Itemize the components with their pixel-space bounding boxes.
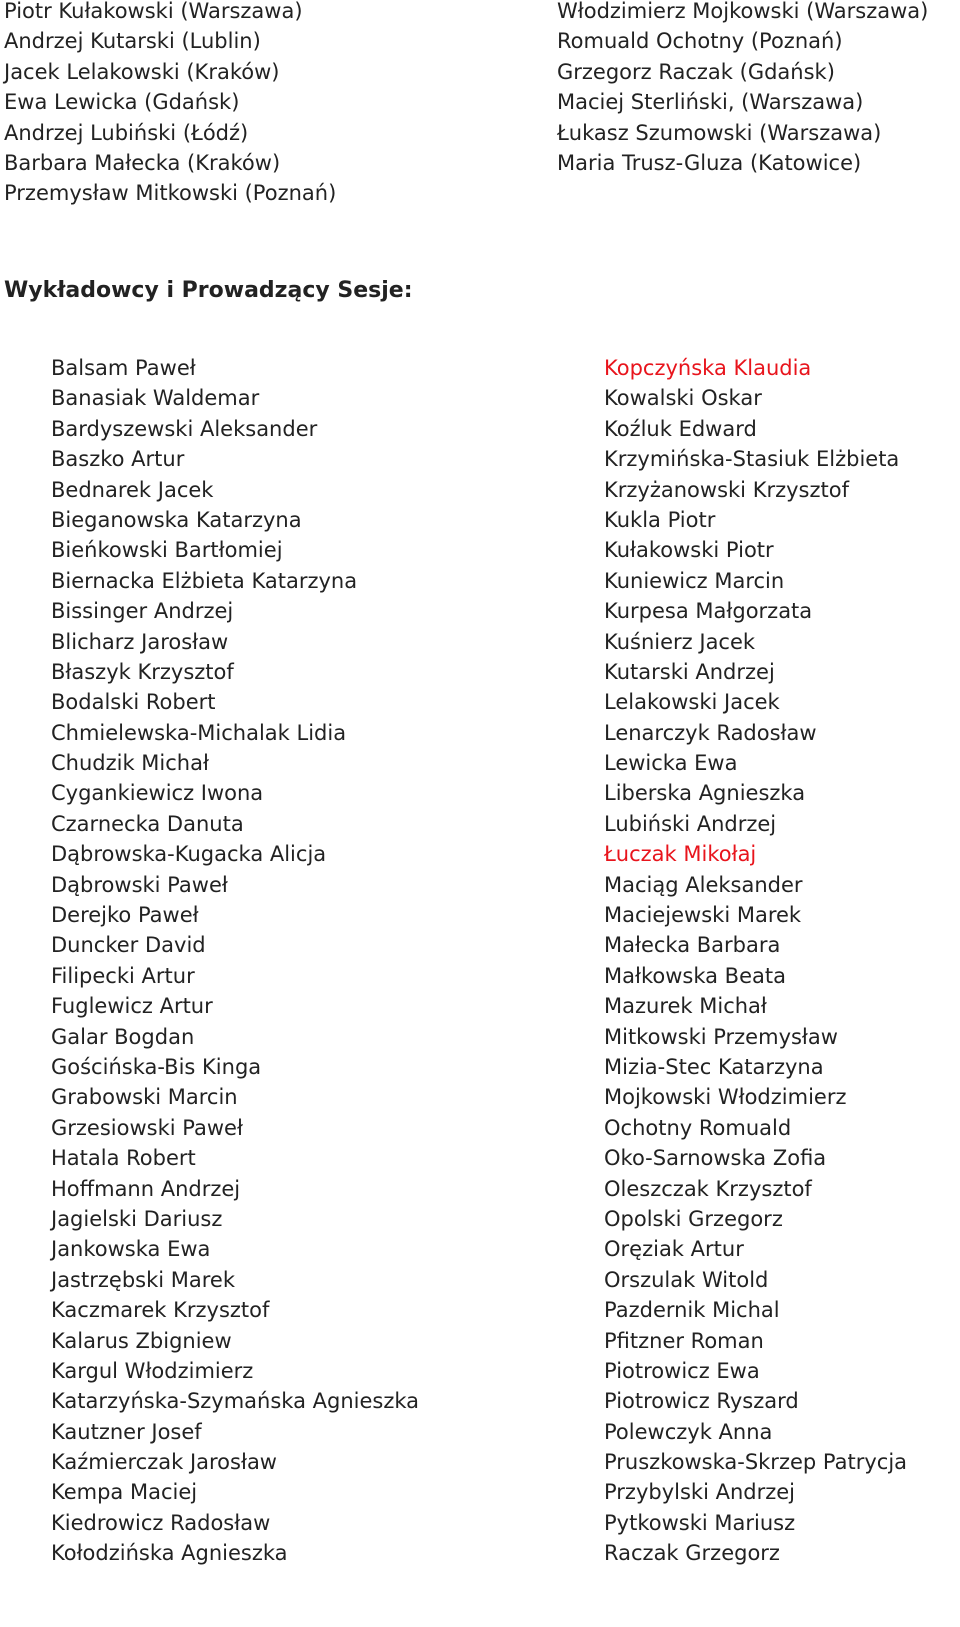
lecturer-name: Raczak Grzegorz <box>604 1541 780 1566</box>
lecturer-name: Pruszkowska-Skrzep Patrycja <box>604 1450 908 1475</box>
lecturer-name: Kołodzińska Agnieszka <box>51 1541 288 1566</box>
committee-member: Maciej Sterliński, (Warszawa) <box>557 90 864 115</box>
lecturer-name: Kopczyńska Klaudia <box>604 356 812 380</box>
lecturer-name: Piotrowicz Ryszard <box>604 1389 799 1414</box>
lecturer-name: Dąbrowski Paweł <box>51 872 228 897</box>
lecturer-name: Pytkowski Mariusz <box>604 1510 796 1535</box>
lecturer-list-right <box>604 353 907 1569</box>
committee-member: Maria Trusz-Gluza (Katowice) <box>557 150 862 175</box>
lecturer-name: Bieganowska Katarzyna <box>51 507 302 532</box>
lecturer-name: Liberska Agnieszka <box>604 781 806 806</box>
lecturer-name: Grzesiowski Paweł <box>51 1115 243 1140</box>
lecturer-name: Kiedrowicz Radosław <box>51 1510 271 1535</box>
lecturer-name: Mitkowski Przemysław <box>604 1024 838 1049</box>
committee-member: Andrzej Kutarski (Lublin) <box>4 29 261 54</box>
lecturer-name: Bednarek Jacek <box>51 477 214 502</box>
committee-member: Przemysław Mitkowski (Poznań) <box>4 181 337 206</box>
committee-list-left <box>4 0 336 209</box>
lecturer-name: Kutarski Andrzej <box>604 659 775 684</box>
lecturer-name: Kurpesa Małgorzata <box>604 599 813 624</box>
lecturer-name: Mojkowski Włodzimierz <box>604 1085 847 1110</box>
lecturer-name: Kautzner Josef <box>51 1419 202 1444</box>
lecturer-name: Chudzik Michał <box>51 751 209 776</box>
lecturer-name: Kukla Piotr <box>604 507 716 532</box>
lecturer-name: Balsam Paweł <box>51 356 196 380</box>
lecturer-name: Baszko Artur <box>51 447 185 472</box>
lecturer-name: Małkowska Beata <box>604 963 786 988</box>
lecturer-name: Maciąg Aleksander <box>604 872 803 897</box>
lecturer-name: Kalarus Zbigniew <box>51 1328 232 1353</box>
lecturer-name: Jastrzębski Marek <box>51 1267 235 1292</box>
lecturer-name: Bieńkowski Bartłomiej <box>51 538 283 563</box>
lecturer-name: Duncker David <box>51 933 206 958</box>
lecturer-name: Derejko Paweł <box>51 903 199 928</box>
lecturer-name: Hoffmann Andrzej <box>51 1176 241 1201</box>
lecturer-name: Czarnecka Danuta <box>51 811 244 836</box>
lecturer-name: Bardyszewski Aleksander <box>51 416 318 441</box>
lecturer-name: Katarzyńska-Szymańska Agnieszka <box>51 1389 420 1414</box>
lecturer-name: Filipecki Artur <box>51 963 195 988</box>
lecturer-name: Pfitzner Roman <box>604 1328 764 1353</box>
lecturer-name: Łuczak Mikołaj <box>604 842 757 867</box>
lecturer-name: Lenarczyk Radosław <box>604 720 817 745</box>
lecturer-name: Małecka Barbara <box>604 933 781 958</box>
lecturer-name: Cygankiewicz Iwona <box>51 781 264 806</box>
lecturer-name: Maciejewski Marek <box>604 903 802 928</box>
lecturer-name: Mizia-Stec Katarzyna <box>604 1054 824 1079</box>
lecturer-name: Koźluk Edward <box>604 416 757 441</box>
lecturer-name: Fuglewicz Artur <box>51 994 213 1019</box>
lecturer-name: Kowalski Oskar <box>604 386 762 411</box>
committee-member: Jacek Lelakowski (Kraków) <box>4 59 280 84</box>
lecturer-name: Opolski Grzegorz <box>604 1206 783 1231</box>
lecturer-name: Kuśnierz Jacek <box>604 629 756 654</box>
lecturer-name: Biernacka Elżbieta Katarzyna <box>51 568 358 593</box>
lecturer-name: Krzyżanowski Krzysztof <box>604 477 849 502</box>
committee-member: Barbara Małecka (Kraków) <box>4 150 281 175</box>
lecturer-name: Pazdernik Michal <box>604 1298 780 1323</box>
lecturer-name: Gościńska-Bis Kinga <box>51 1054 262 1079</box>
lecturer-name: Oko-Sarnowska Zofia <box>604 1146 827 1171</box>
committee-member: Łukasz Szumowski (Warszawa) <box>557 120 882 145</box>
lecturer-name: Bissinger Andrzej <box>51 599 234 624</box>
lecturer-name: Ochotny Romuald <box>604 1115 792 1140</box>
lecturer-name: Dąbrowska-Kugacka Alicja <box>51 842 327 867</box>
section-heading: Wykładowcy i Prowadzący Sesje: <box>4 278 413 303</box>
lecturer-name: Kempa Maciej <box>51 1480 198 1505</box>
committee-list-right <box>557 0 928 178</box>
lecturer-name: Kułakowski Piotr <box>604 538 774 563</box>
lecturer-name: Kaźmierczak Jarosław <box>51 1450 277 1475</box>
lecturer-name: Jagielski Dariusz <box>51 1206 223 1231</box>
lecturer-name: Lewicka Ewa <box>604 751 738 776</box>
lecturer-name: Przybylski Andrzej <box>604 1480 795 1505</box>
lecturer-name: Grabowski Marcin <box>51 1085 238 1110</box>
committee-member: Włodzimierz Mojkowski (Warszawa) <box>557 0 929 23</box>
lecturer-name: Kuniewicz Marcin <box>604 568 785 593</box>
lecturer-name: Oręziak Artur <box>604 1237 744 1262</box>
lecturer-list-left <box>51 353 419 1569</box>
lecturer-name: Kaczmarek Krzysztof <box>51 1298 270 1323</box>
lecturer-name: Polewczyk Anna <box>604 1419 773 1444</box>
committee-member: Andrzej Lubiński (Łódź) <box>4 120 249 145</box>
lecturer-name: Kargul Włodzimierz <box>51 1358 254 1383</box>
committee-member: Ewa Lewicka (Gdańsk) <box>4 90 240 115</box>
lecturer-name: Banasiak Waldemar <box>51 386 260 411</box>
lecturer-name: Orszulak Witold <box>604 1267 769 1292</box>
committee-member: Romuald Ochotny (Poznań) <box>557 29 843 54</box>
lecturer-name: Lelakowski Jacek <box>604 690 780 715</box>
lecturer-name: Błaszyk Krzysztof <box>51 659 234 684</box>
lecturer-name: Jankowska Ewa <box>51 1237 211 1262</box>
lecturer-name: Hatala Robert <box>51 1146 196 1171</box>
lecturer-name: Piotrowicz Ewa <box>604 1358 760 1383</box>
lecturer-name: Galar Bogdan <box>51 1024 195 1049</box>
lecturer-name: Bodalski Robert <box>51 690 216 715</box>
lecturer-name: Blicharz Jarosław <box>51 629 229 654</box>
committee-member: Piotr Kułakowski (Warszawa) <box>4 0 303 23</box>
lecturer-name: Mazurek Michał <box>604 994 767 1019</box>
lecturer-name: Chmielewska-Michalak Lidia <box>51 720 347 745</box>
lecturer-name: Lubiński Andrzej <box>604 811 777 836</box>
lecturer-name: Krzymińska-Stasiuk Elżbieta <box>604 447 900 472</box>
lecturer-name: Oleszczak Krzysztof <box>604 1176 812 1201</box>
committee-member: Grzegorz Raczak (Gdańsk) <box>557 59 835 84</box>
